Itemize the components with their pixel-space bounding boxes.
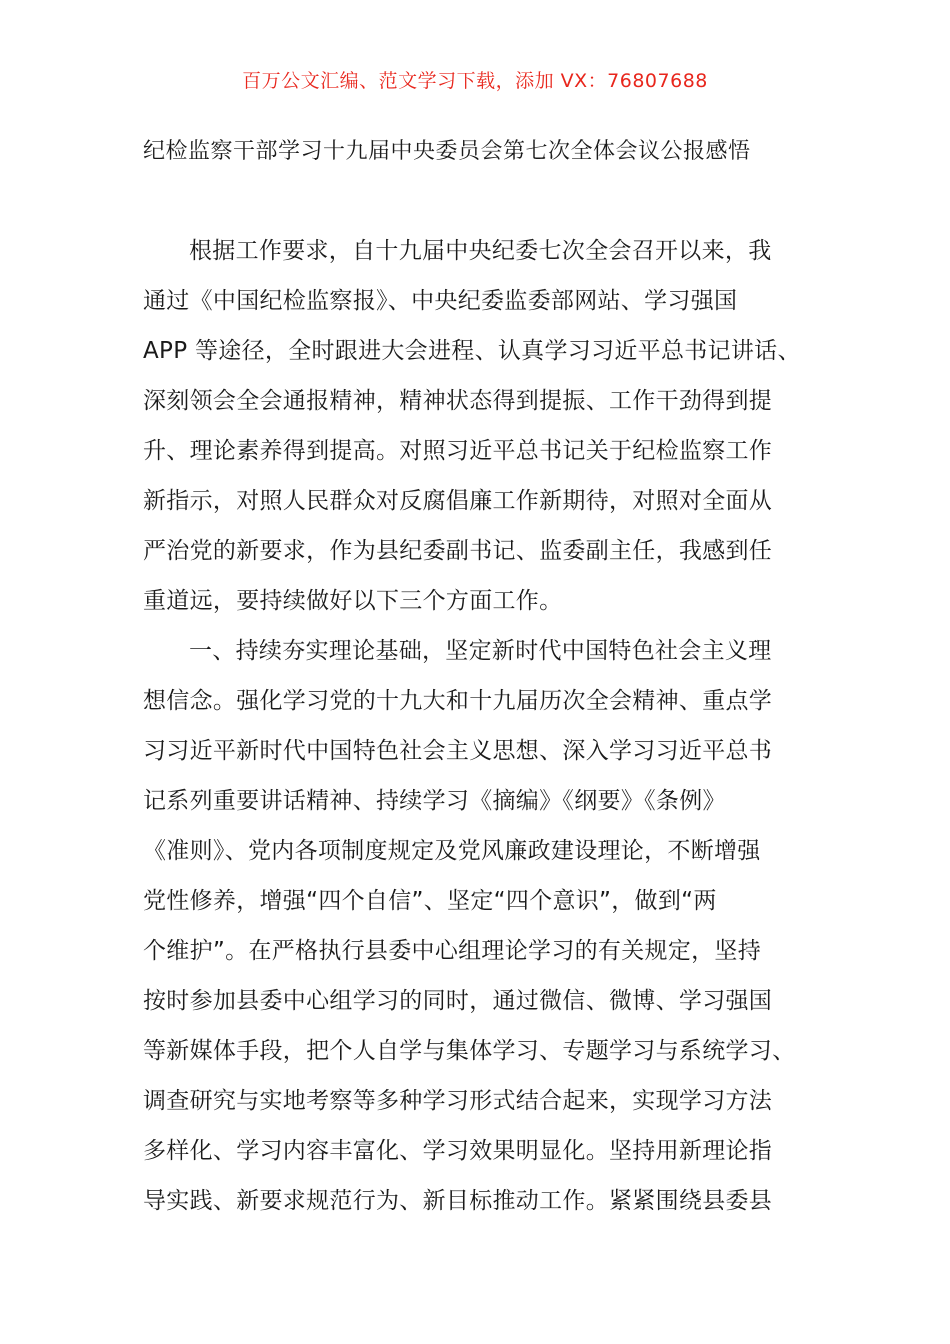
paragraph-2-line: 记系列重要讲话精神、持续学习《摘编》《纲要》《条例》 bbox=[143, 788, 726, 814]
paragraph-2-line: 《准则》、党内各项制度规定及党风廉政建设理论，不断增强 bbox=[143, 838, 761, 864]
paragraph-2-line: 个维护”。在严格执行县委中心组理论学习的有关规定，坚持 bbox=[143, 938, 762, 964]
paragraph-2-line: 想信念。强化学习党的十九大和十九届历次全会精神、重点学 bbox=[143, 688, 773, 714]
paragraph-1-line: 根据工作要求，自十九届中央纪委七次全会召开以来，我 bbox=[189, 238, 772, 264]
paragraph-2-line: 一、持续夯实理论基础，坚定新时代中国特色社会主义理 bbox=[189, 638, 772, 664]
paragraph-1-line: 严治党的新要求，作为县纪委副书记、监委副主任，我感到任 bbox=[143, 538, 773, 564]
paragraph-2-line: 导实践、新要求规范行为、新目标推动工作。紧紧围绕县委县 bbox=[143, 1188, 773, 1214]
paragraph-2-line: 调查研究与实地考察等多种学习形式结合起来，实现学习方法 bbox=[143, 1088, 773, 1114]
document-title: 纪检监察干部学习十九届中央委员会第七次全体会议公报感悟 bbox=[143, 139, 751, 164]
paragraph-2-line: 多样化、学习内容丰富化、学习效果明显化。坚持用新理论指 bbox=[143, 1138, 773, 1164]
paragraph-1-line: 重道远，要持续做好以下三个方面工作。 bbox=[143, 588, 563, 614]
paragraph-2-line: 等新媒体手段，把个人自学与集体学习、专题学习与系统学习、 bbox=[143, 1038, 796, 1064]
promo-header: 百万公文汇编、范文学习下载，添加 VX：76807688 bbox=[242, 70, 708, 92]
paragraph-1-line: 新指示，对照人民群众对反腐倡廉工作新期待，对照对全面从 bbox=[143, 488, 773, 514]
paragraph-1-line: APP 等途径，全时跟进大会进程、认真学习习近平总书记讲话、 bbox=[143, 338, 801, 364]
document-body bbox=[143, 226, 807, 1226]
paragraph-2-line: 党性修养，增强“四个自信”、坚定“四个意识”，做到“两 bbox=[143, 888, 717, 914]
paragraph-1-line: 升、理论素养得到提高。对照习近平总书记关于纪检监察工作 bbox=[143, 438, 773, 464]
paragraph-1-line: 通过《中国纪检监察报》、中央纪委监委部网站、学习强国 bbox=[143, 288, 738, 314]
paragraph-1-line: 深刻领会全会通报精神，精神状态得到提振、工作干劲得到提 bbox=[143, 388, 773, 414]
paragraph-2-line: 按时参加县委中心组学习的同时，通过微信、微博、学习强国 bbox=[143, 988, 773, 1014]
paragraph-2-line: 习习近平新时代中国特色社会主义思想、深入学习习近平总书 bbox=[143, 738, 773, 764]
